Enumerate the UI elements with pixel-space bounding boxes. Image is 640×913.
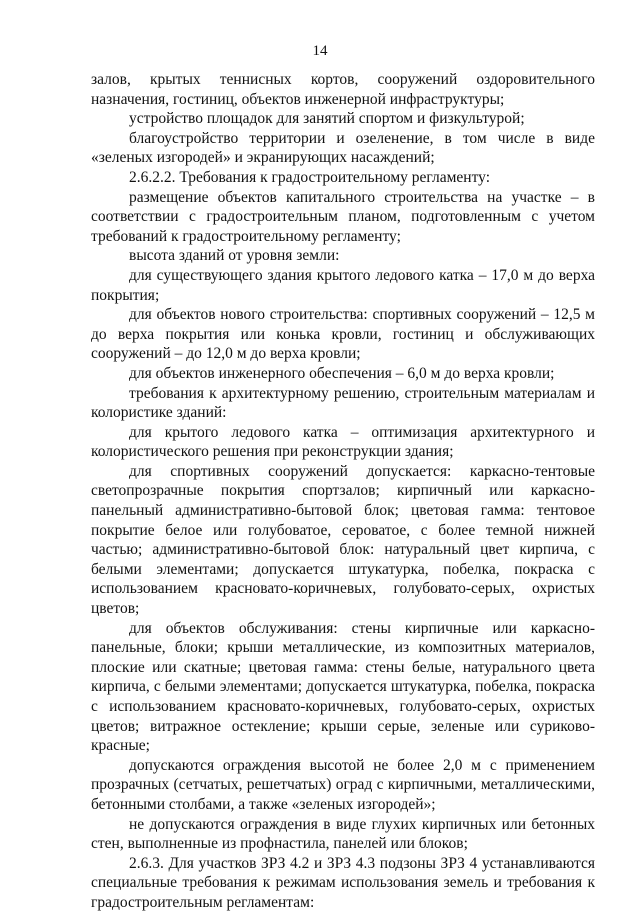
paragraph-new-construction-height: для объектов нового строительства: спортивных сооружений – 12,5 м до верха покрытия или конька кровли, гостиниц и обслуживающих сооружений – до 12,0 м до верха кровли;: [91, 306, 595, 363]
paragraph-fences-forbidden: не допускаются ограждения в виде глухих кирпичных или бетонных стен, выполненные из профнастила, панелей или блоков;: [91, 815, 595, 853]
paragraph-sports-facilities: для спортивных сооружений допускается: каркасно-тентовые светопрозрачные покрытия спортзалов; кирпичный или каркасно-панельный административно-бытовой блок; цветовая гамма: тентовое покрытие белое или голубоватое, сероватое, с более темной нижней частью; административно-бытовой блок: натуральный цвет кирпича, с белыми элементами; допускается штукатурка, побелка, покраска с использованием красновато-коричневых, голубовато-серых, охристых цветов;: [91, 462, 595, 618]
section-heading-2-6-3: 2.6.3. Для участков ЗРЗ 4.2 и ЗРЗ 4.3 подзоны ЗРЗ 4 устанавливаются специальные требования к режимам использования земель и требования к градостроительным регламентам:: [91, 854, 595, 911]
paragraph-ice-rink-architecture: для крытого ледового катка – оптимизация архитектурного и колористического решения при реконструкции здания;: [91, 423, 595, 461]
paragraph-architecture-requirements: требования к архитектурному решению, строительным материалам и колористике зданий:: [91, 384, 595, 422]
paragraph-continuation: залов, крытых теннисных кортов, сооружений оздоровительного назначения, гостиниц, объектов инженерной инфраструктуры;: [91, 71, 595, 108]
paragraph-ice-rink-height: для существующего здания крытого ледового катка – 17,0 м до верха покрытия;: [91, 266, 595, 304]
paragraph-engineering-height: для объектов инженерного обеспечения – 6,0 м до верха кровли;: [129, 364, 555, 382]
paragraph-landscaping: благоустройство территории и озеленение, в том числе в виде «зеленых изгородей» и экранирующих насаждений;: [91, 129, 595, 167]
page-number: 14: [312, 43, 328, 59]
document-body: [91, 70, 595, 913]
paragraph-placement: размещение объектов капитального строительства на участке – в соответствии с градостроительным планом, подготовленным с учетом требований к градостроительному регламенту;: [91, 188, 595, 245]
paragraph-sports-grounds: устройство площадок для занятий спортом и физкультурой;: [129, 110, 525, 128]
section-heading-2-6-2-2: 2.6.2.2. Требования к градостроительному регламенту:: [129, 168, 491, 186]
paragraph-service-facilities: для объектов обслуживания: стены кирпичные или каркасно-панельные, блоки; крыши металлические, из композитных материалов, плоские или скатные; цветовая гамма: стены белые, натурального цвета кирпича, с белыми элементами; допускается штукатурка, побелка, покраска с использованием красновато-коричневых, голубовато-серых, охристых цветов; витражное остекление; крыши серые, зеленые или суриково-красные;: [91, 619, 595, 755]
paragraph-fences-allowed: допускаются ограждения высотой не более 2,0 м с применением прозрачных (сетчатых, решетчатых) оград с кирпичными, металлическими, бетонными столбами, а также «зеленых изгородей»;: [91, 756, 595, 813]
paragraph-building-height: высота зданий от уровня земли:: [129, 247, 340, 265]
